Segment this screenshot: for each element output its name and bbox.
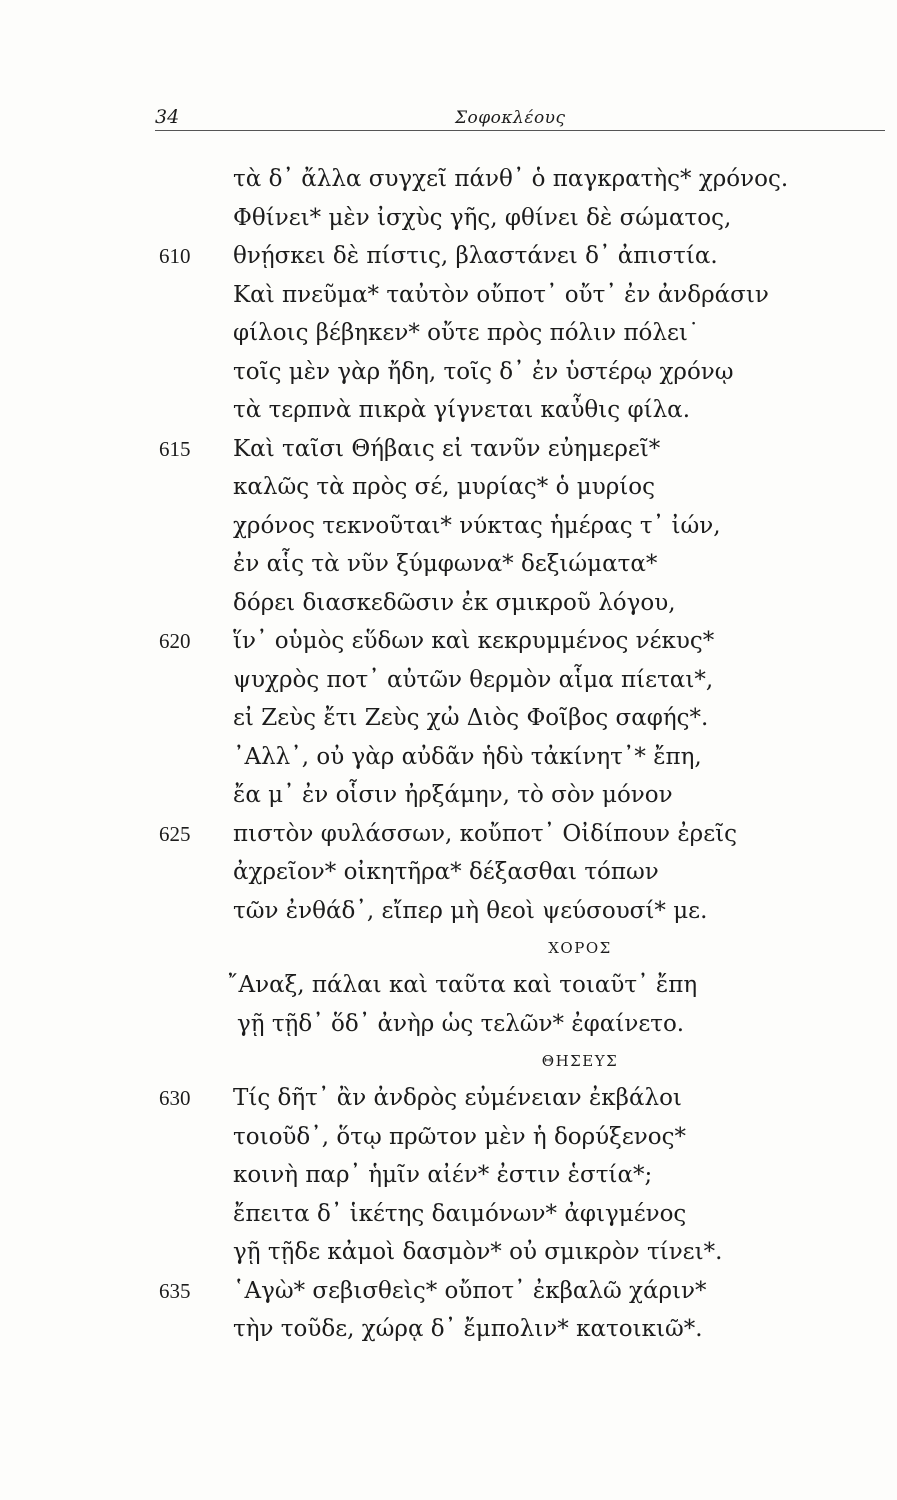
line-text: ἐν αἷς τὰ νῦν ξύμφωνα* δεξιώματα* — [233, 551, 658, 577]
verse-line — [155, 584, 885, 623]
line-text: Φθίνει* μὲν ἰσχὺς γῆς, φθίνει δὲ σώματος, — [233, 204, 732, 231]
verse-line — [155, 353, 885, 392]
line-text: ῾Αγὼ* σεβισθεὶς* οὔποτ᾿ ἐκβαλῶ χάριν* — [233, 1277, 707, 1304]
verse-line — [155, 699, 885, 738]
line-text: τοῖς μὲν γὰρ ἤδη, τοῖς δ᾿ ἐν ὑστέρῳ χρόνῳ — [233, 358, 734, 385]
line-text: θνῄσκει δὲ πίστις, βλαστάνει δ᾿ ἀπιστία. — [233, 243, 718, 269]
verse-line — [155, 966, 885, 1005]
verse-line — [155, 661, 885, 700]
verse-line — [155, 776, 885, 815]
line-text: τῶν ἐνθάδ᾿, εἴπερ μὴ θεοὶ ψεύσουσί* με. — [233, 897, 708, 924]
verse-block — [155, 160, 885, 1349]
line-text: χρόνος τεκνοῦται* νύκτας ἡμέρας τ᾿ ἰών, — [233, 512, 721, 539]
line-text: ῎Αναξ, πάλαι καὶ ταῦτα καὶ τοιαῦτ᾿ ἔπη — [227, 972, 698, 998]
line-text: ᾿Αλλ᾿, οὐ γὰρ αὐδᾶν ἡδὺ τἀκίνητ᾿* ἔπη, — [233, 743, 702, 770]
verse-line — [155, 545, 885, 584]
line-text: τὰ τερπνὰ πικρὰ γίγνεται καὖθις φίλα. — [233, 397, 691, 423]
running-title: Σοφοκλέους — [455, 108, 566, 128]
line-number: 610 — [159, 244, 191, 268]
line-text: εἰ Ζεὺς ἔτι Ζεὺς χὠ Διὸς Φοῖβος σαφής*. — [233, 705, 709, 731]
line-text: γῇ τῇδε κἀμοὶ δασμὸν* οὐ σμικρὸν τίνει*. — [233, 1239, 723, 1265]
verse-line — [155, 237, 885, 276]
line-text: Καὶ πνεῦμα* ταὐτὸν οὔποτ᾿ οὔτ᾿ ἐν ἀνδράσιν — [233, 281, 769, 308]
line-text: πιστὸν φυλάσσων, κοὔποτ᾿ Οἰδίπουν ἐρεῖς — [233, 820, 738, 847]
verse-line — [155, 1310, 885, 1349]
line-text: τοιοῦδ᾿, ὅτῳ πρῶτον μὲν ἡ δορύξενος* — [233, 1123, 686, 1150]
line-text: τὰ δ᾿ ἄλλα συγχεῖ πάνθ᾿ ὁ παγκρατὴς* χρόνος. — [233, 166, 789, 192]
verse-line — [155, 391, 885, 430]
line-text: ἔπειτα δ᾿ ἱκέτης δαιμόνων* ἀφιγμένος — [233, 1200, 687, 1227]
verse-line — [155, 1005, 885, 1044]
line-text: Τίς δῆτ᾿ ἂν ἀνδρὸς εὐμένειαν ἐκβάλοι — [233, 1085, 682, 1111]
line-text: φίλοις βέβηκεν* οὔτε πρὸς πόλιν πόλει˙ — [233, 320, 700, 346]
verse-line — [155, 507, 885, 546]
verse-line — [155, 430, 885, 469]
verse-line — [155, 1195, 885, 1234]
line-text: ἔα μ᾿ ἐν οἷσιν ἠρξάμην, τὸ σὸν μόνον — [233, 782, 673, 808]
verse-line — [155, 314, 885, 353]
verse-line — [155, 276, 885, 315]
verse-line — [155, 199, 885, 238]
verse-line — [155, 1118, 885, 1157]
verse-line — [155, 853, 885, 892]
line-number: 620 — [159, 629, 191, 653]
line-text: ἵν᾿ οὑμὸς εὕδων καὶ κεκρυμμένος νέκυς* — [233, 628, 715, 654]
verse-line — [155, 738, 885, 777]
speaker-heading-theseus: ΘΗΣΕΥΣ — [541, 1052, 619, 1070]
line-text: ψυχρὸς ποτ᾿ αὐτῶν θερμὸν αἷμα πίεται*, — [233, 666, 714, 693]
line-number: 635 — [159, 1278, 191, 1303]
speaker-heading-chorus: ΧΟΡΟΣ — [548, 939, 612, 957]
verse-line — [155, 1272, 885, 1311]
verse-line — [155, 160, 885, 199]
line-text: δόρει διασκεδῶσιν ἐκ σμικροῦ λόγου, — [233, 589, 676, 616]
line-text: κοινὴ παρ᾿ ἡμῖν αἰέν* ἐστιν ἑστία*; — [233, 1162, 653, 1188]
line-number: 625 — [159, 821, 191, 846]
verse-line — [155, 1233, 885, 1272]
line-number: 630 — [159, 1086, 191, 1110]
line-text: καλῶς τὰ πρὸς σέ, μυρίας* ὁ μυρίος — [233, 474, 655, 500]
verse-line — [155, 1156, 885, 1195]
line-text: τὴν τοῦδε, χώρᾳ δ᾿ ἔμπολιν* κατοικιῶ*. — [233, 1316, 703, 1342]
line-text: Καὶ ταῖσι Θήβαις εἰ τανῦν εὐημερεῖ* — [233, 435, 661, 462]
verse-line — [155, 815, 885, 854]
verse-line — [155, 468, 885, 507]
verse-line — [155, 1079, 885, 1118]
header-rule — [155, 130, 885, 131]
page-number: 34 — [155, 106, 180, 128]
verse-line — [155, 892, 885, 931]
running-head — [155, 106, 885, 130]
verse-line — [155, 622, 885, 661]
line-text: ἀχρεῖον* οἰκητῆρα* δέξασθαι τόπων — [233, 859, 659, 885]
line-text: γῇ τῇδ᾿ ὅδ᾿ ἀνὴρ ὡς τελῶν* ἐφαίνετο. — [237, 1010, 685, 1037]
line-number: 615 — [159, 436, 191, 461]
